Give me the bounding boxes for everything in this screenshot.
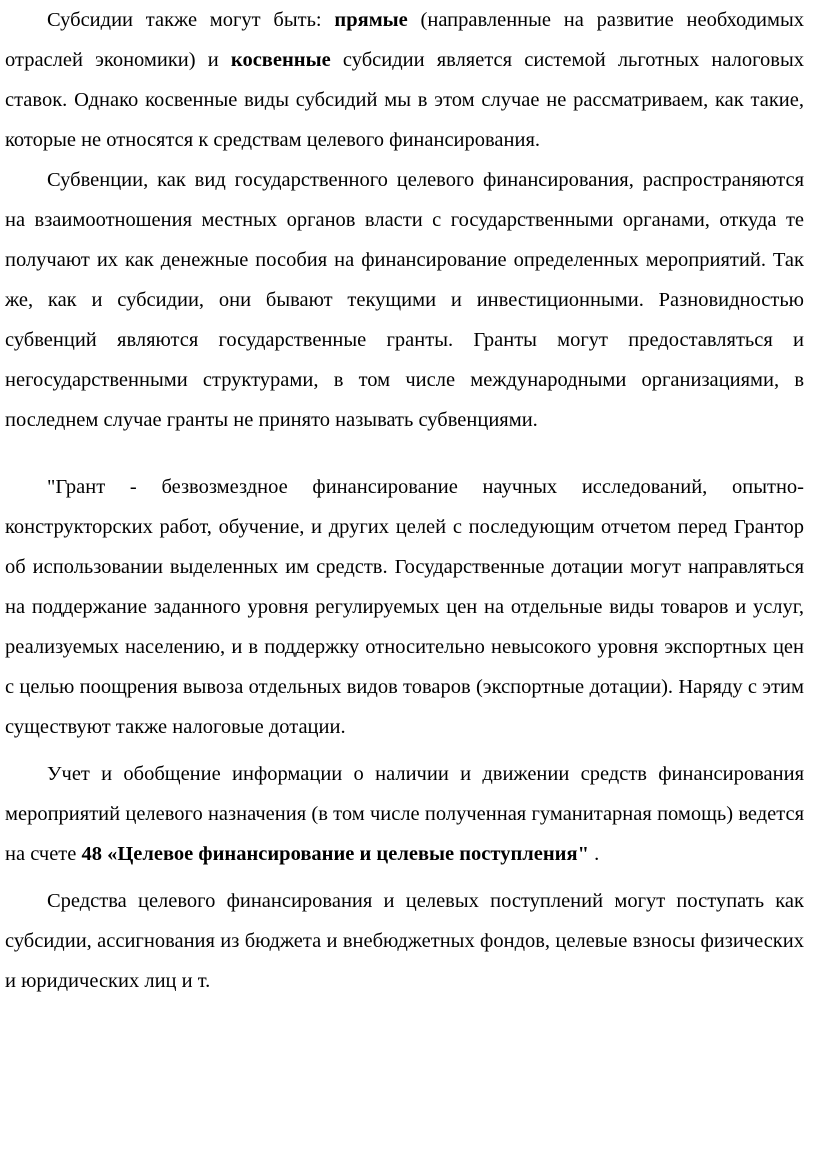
paragraph-text: (направленные на развитие необходимых отраслей экономики) и: [5, 9, 805, 71]
paragraph-grant-definition: "Грант - безвозмездное финансирование научных исследований, опытно-конструкторских работ, обучение, и других целей с последующим отчетом перед Грантор об использовании выделенных им средств. Государственные дотации могут направляться на поддержание заданного уровня регулируемых цен на отдельные виды товаров и услуг, реализуемых населению, и в поддержку относительно невысокого уровня экспортных цен с целью поощрения вывоза отдельных видов товаров (экспортные дотации). Наряду с этим существуют также налоговые дотации.: [5, 476, 804, 738]
paragraph-accounting: [5, 754, 804, 874]
bold-term-indirect: косвенные: [230, 49, 331, 71]
paragraph-subventions: Субвенции, как вид государственного целевого финансирования, распространяются на взаимоотношения местных органов власти с государственными органами, откуда те получают их как денежные пособия на финансирование определенных мероприятий. Так же, как и субсидии, они бывают текущими и инвестиционными. Разновидностью субвенций являются государственные гранты. Гранты могут предоставляться и негосударственными структурами, в том числе международными организациями, в последнем случае гранты не принято называть субвенциями.: [5, 169, 804, 431]
paragraph-text: .: [588, 843, 600, 865]
bold-account-name: 48 «Целевое финансирование и целевые поступления": [81, 843, 589, 865]
paragraph-funding-sources: Средства целевого финансирования и целевых поступлений могут поступать как субсидии, ассигнования из бюджета и внебюджетных фондов, целевые взносы физических и юридических лиц и т.: [5, 890, 804, 992]
paragraph-subsidies-types: [5, 0, 804, 160]
paragraph-text: субсидии является системой льготных налоговых ставок. Однако косвенные виды субсидий мы в этом случае не рассматриваем, как такие, которые не относятся к средствам целевого финансирования.: [5, 49, 804, 151]
paragraph-text: Учет и обобщение информации о наличии и движении средств финансирования мероприятий целевого назначения (в том числе полученная гуманитарная помощь) ведется на счете: [5, 763, 804, 865]
bold-term-direct: прямые: [334, 9, 408, 31]
paragraph-text: Субсидии также могут быть:: [47, 9, 335, 31]
